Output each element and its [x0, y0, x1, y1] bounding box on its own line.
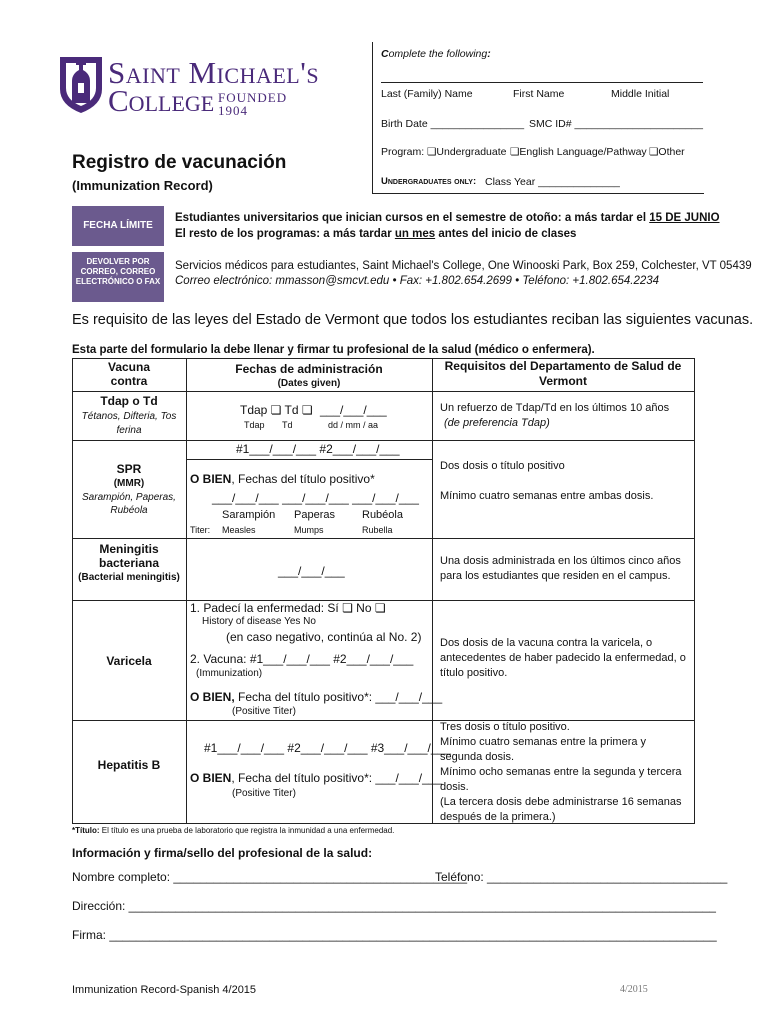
spr-rubeola: Rubéola	[362, 509, 403, 521]
undergrads-only-label: Undergraduates only:	[381, 176, 477, 187]
birth-date-field[interactable]: Birth Date ________________	[381, 118, 525, 130]
address-field[interactable]: Dirección: ________________________________________________________________________________________	[72, 899, 716, 913]
meningitis-sub: (Bacterial meningitis)	[78, 572, 180, 583]
col-vaccine-header: Vacuna contra	[107, 360, 151, 388]
footer-date: 4/2015	[620, 984, 648, 995]
professional-info-title: Información y firma/sello del profesional de la salud:	[72, 846, 373, 860]
logo-year: 1904	[218, 103, 248, 118]
tdap-requirement-note: (de preferencia Tdap)	[444, 417, 550, 429]
td-opt-label: Td	[282, 420, 293, 430]
meningitis-requirement: Una dosis administrada en los últimos cinco años para los estudiantes que residen en el campus.	[440, 555, 681, 582]
hepb-name: Hepatitis B	[97, 758, 161, 772]
middle-initial-label: Middle Initial	[611, 88, 670, 100]
tdap-date[interactable]: ___/___/___	[320, 403, 387, 417]
checkbox-icon[interactable]: ❏	[649, 146, 659, 158]
undergrad-option[interactable]: ❏Undergraduate	[427, 146, 507, 158]
deadline-text: Estudiantes universitarios que inician cursos en el semestre de otoño: a más tardar el 15 DE JUNIO El resto de los programas: a más tardar un mes antes del inicio de clases	[175, 212, 720, 240]
last-name-label: Last (Family) Name	[381, 88, 473, 100]
spr-requirement-1: Dos dosis o título positivo	[440, 460, 565, 472]
meningitis-name: Meningitis bacteriana	[98, 542, 160, 570]
varicela-positive-titer: (Positive Titer)	[232, 706, 296, 717]
varicela-line1[interactable]: 1. Padecí la enfermedad: Sí ❏ No ❏	[190, 601, 386, 615]
spr-name: SPR	[116, 462, 142, 476]
first-name-label: First Name	[513, 88, 565, 100]
professional-instruction: Esta parte del formulario la debe llenar y firmar tu profesional de la salud (médico o enfermera).	[72, 344, 595, 356]
college-shield-logo	[58, 55, 104, 115]
vermont-requirement: Es requisito de las leyes del Estado de Vermont que todos los estudiantes reciban las siguientes vacunas.	[72, 312, 754, 328]
spr-sarampion: Sarampión	[222, 509, 276, 521]
full-name-field[interactable]: Nombre completo: ____________________________________________	[72, 870, 468, 884]
vaccine-table	[72, 358, 695, 824]
spr-mmr: (MMR)	[113, 478, 145, 489]
program-label: Program:	[381, 146, 425, 158]
varicela-obien[interactable]: O BIEN, Fecha del título positivo*: ___/___/___	[190, 690, 443, 704]
hepb-positive-titer: (Positive Titer)	[232, 788, 296, 799]
phone-field[interactable]: Teléfono: ____________________________________	[435, 870, 728, 884]
spr-mumps: Mumps	[294, 525, 324, 535]
tdap-requirement: Un refuerzo de Tdap/Td en los últimos 10 años	[440, 402, 670, 414]
spr-measles: Measles	[222, 525, 256, 535]
logo-founded: FOUNDED	[218, 90, 288, 105]
col-requirements-header: Requisitos del Departamento de Salud de Vermont	[444, 359, 682, 388]
varicela-negative: (en caso negativo, continúa al No. 2)	[226, 630, 422, 644]
hepb-doses[interactable]: #1___/___/___ #2___/___/___ #3___/___/___	[204, 741, 451, 755]
page-subtitle: (Immunization Record)	[72, 178, 213, 193]
meningitis-date[interactable]: ___/___/___	[278, 564, 345, 578]
spr-obien: O BIEN, Fechas del título positivo*	[190, 472, 375, 486]
hepb-obien[interactable]: O BIEN, Fecha del título positivo*: ___/___/___	[190, 771, 443, 785]
name-line[interactable]	[381, 82, 703, 83]
spr-titer-dates[interactable]: ___/___/___ ___/___/___ ___/___/___	[212, 491, 419, 505]
tdap-options[interactable]: Tdap ❏ Td ❏	[240, 403, 313, 417]
contact-details: Correo electrónico: mmasson@smcvt.edu • Fax: +1.802.654.2699 • Teléfono: +1.802.654.2234	[175, 275, 660, 287]
varicela-immunization: (Immunization)	[196, 668, 263, 679]
spr-requirement-2: Mínimo cuatro semanas entre ambas dosis.	[440, 490, 654, 502]
signature-field[interactable]: Firma: ___________________________________________________________________________________________	[72, 928, 717, 942]
tdap-name: Tdap o Td	[100, 394, 158, 408]
spr-sub: Sarampión, Paperas, Rubéola	[82, 492, 176, 516]
spr-rubella: Rubella	[362, 525, 393, 535]
checkbox-icon[interactable]: ❏	[427, 146, 437, 158]
checkbox-icon[interactable]: ❏	[510, 146, 520, 158]
smc-id-field[interactable]: SMC ID# ______________________	[529, 118, 703, 130]
varicela-vaccine[interactable]: 2. Vacuna: #1___/___/___ #2___/___/___	[190, 652, 414, 666]
complete-following-label: Complete the following:	[381, 48, 491, 60]
logo-name: Saint Michael's	[108, 55, 320, 90]
tdap-date-hint: dd / mm / aa	[328, 420, 379, 430]
varicela-history: History of disease Yes No	[202, 616, 316, 627]
other-option[interactable]: ❏Other	[649, 146, 685, 158]
english-option[interactable]: ❏English Language/Pathway	[510, 146, 647, 158]
titer-footnote: *Título: El título es una prueba de laboratorio que registra la inmunidad a una enfermedad.	[72, 826, 395, 835]
hepb-requirement: Tres dosis o título positivo. Mínimo cuatro semanas entre la primera y segunda dosis. Mínimo ocho semanas entre la segunda y tercera dosis. (La tercera dosis debe administrarse 16 semanas después de la primera.)	[440, 721, 682, 823]
spr-paperas: Paperas	[294, 509, 335, 521]
spr-titer-label: Titer:	[190, 525, 211, 535]
col-dates-header: Fechas de administración	[235, 362, 383, 376]
footer-doc-id: Immunization Record-Spanish 4/2015	[72, 984, 257, 996]
spr-doses[interactable]: #1___/___/___ #2___/___/___	[236, 442, 400, 456]
tdap-opt-label: Tdap	[244, 420, 265, 430]
services-address: Servicios médicos para estudiantes, Saint Michael's College, One Winooski Park, Box 259, Colchester, VT 05439	[175, 260, 752, 272]
return-badge: DEVOLVER POR CORREO, CORREO ELECTRÓNICO O FAX	[72, 252, 164, 302]
student-info-box	[372, 42, 704, 194]
page-title: Registro de vacunación	[72, 152, 287, 173]
deadline-badge: FECHA LÍMITE	[72, 206, 164, 246]
varicela-requirement: Dos dosis de la vacuna contra la varicela, o antecedentes de haber padecido la enfermedad, o título positivo.	[440, 637, 686, 679]
varicela-name: Varicela	[106, 654, 152, 668]
logo-college: College	[108, 83, 215, 118]
tdap-sub: Tétanos, Difteria, Tos ferina	[81, 411, 177, 436]
col-dates-sub: (Dates given)	[277, 378, 341, 389]
class-year-field[interactable]: Class Year ______________	[485, 176, 620, 188]
